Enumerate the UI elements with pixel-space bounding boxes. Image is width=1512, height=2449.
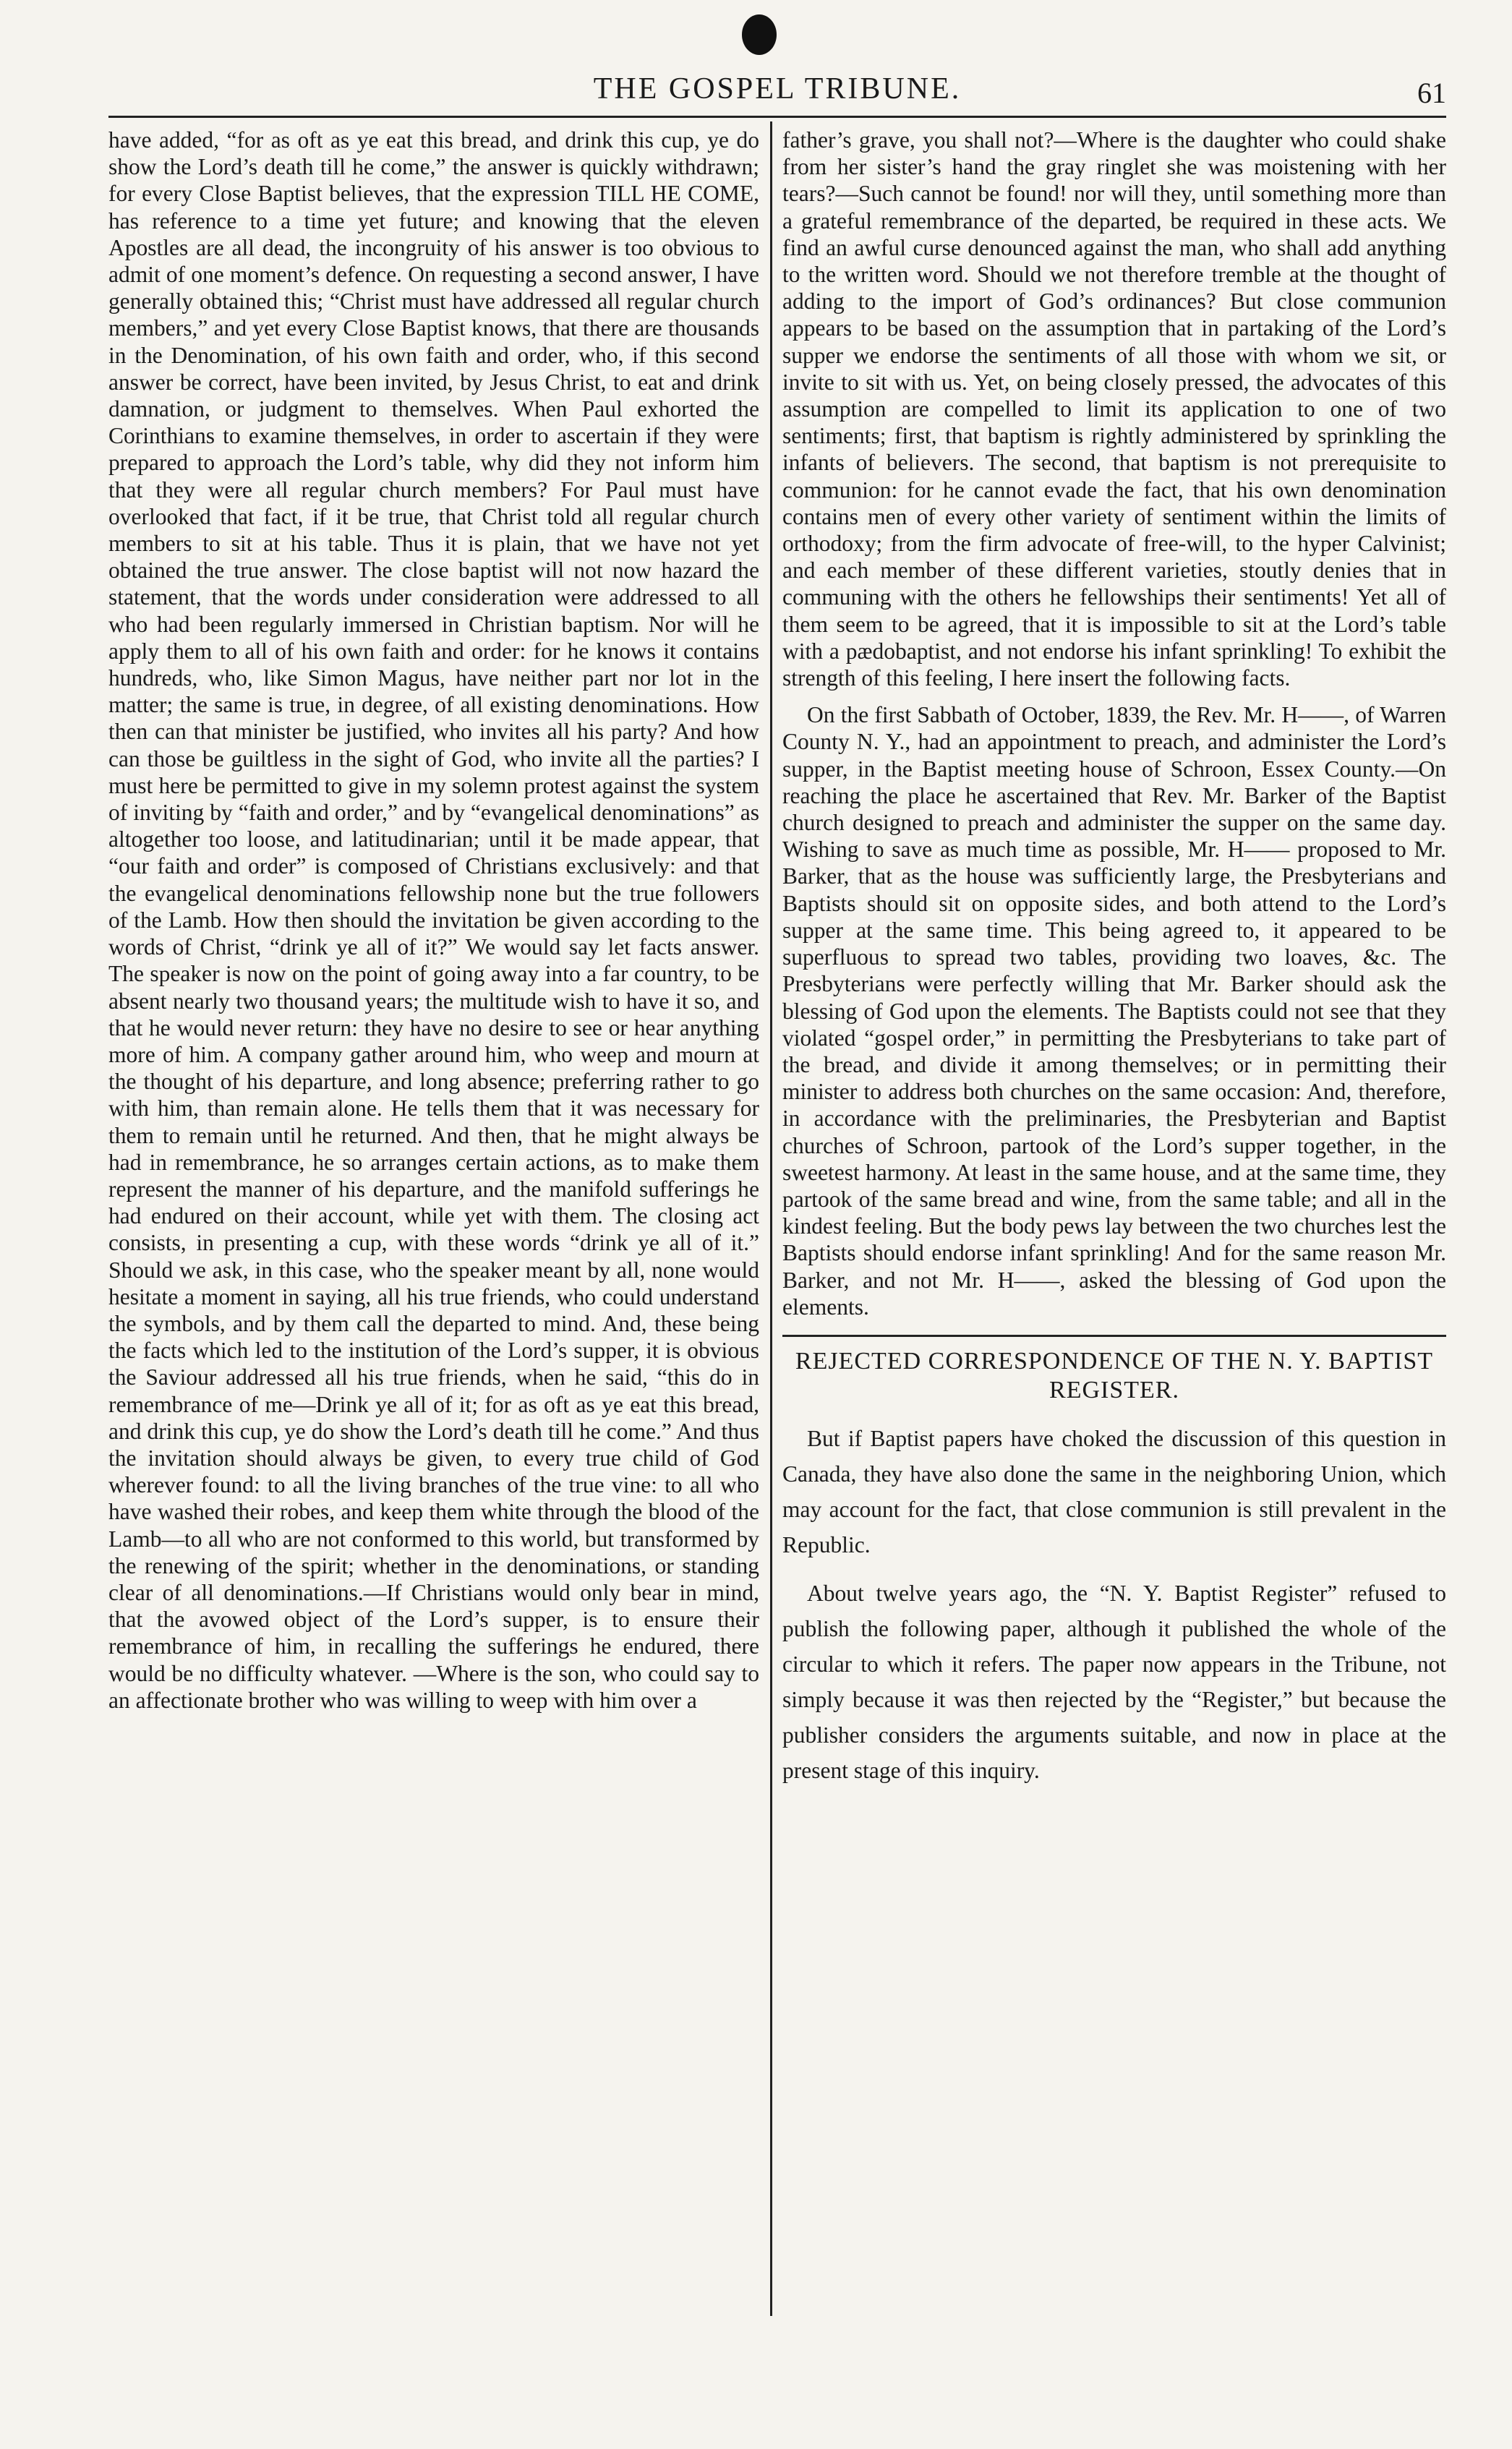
- section-rule: [782, 1335, 1446, 1337]
- right-paragraph-1: father’s grave, you shall not?—Where is the daughter who could shake from her sister’s hand the gray ringlet she was moistening with her tears?—Such cannot be found! nor will they, until something more than a grateful remembrance of the departed, be required in these acts. We find an awful curse denounced against the man, who shall add anything to the written word. Should we not therefore tremble at the thought of adding to the import of God’s ordinances? But close communion appears to be based on the assumption that in partaking of the Lord’s supper we endorse the sentiments of all those with whom we sit, or invite to sit with us. Yet, on being closely pressed, the advocates of this assumption are compelled to limit its application to one of two sentiments; first, that baptism is rightly administered by sprinkling the infants of believers. The second, that baptism is not prerequisite to communion: for he cannot evade the fact, that his own denomination contains men of every other variety of sentiment within the limits of orthodoxy; from the firm advocate of free-will, to the hyper Calvinist; and each member of these different varieties, stoutly denies that in communing with the others he fellowships their sentiments! Yet all of them seem to be agreed, that it is impossible to sit at the Lord’s table with a pædobaptist, and not endorse his infant sprinkling! To exhibit the strength of this feeling, I here insert the following facts.: [782, 127, 1446, 691]
- ink-blot: [742, 14, 777, 55]
- column-rule: [770, 121, 772, 2316]
- left-paragraph-1: have added, “for as oft as ye eat this bread, and drink this cup, ye do show the Lord’s death till he come,” the answer is quickly withdrawn; for every Close Baptist believes, that the expression TILL HE COME, has reference to a time yet future; and knowing that the eleven Apostles are all dead, the incongruity of his answer is too obvious to admit of one moment’s defence. On requesting a second answer, I have generally obtained this; “Christ must have addressed all regular church members,” and yet every Close Baptist knows, that there are thousands in the Denomination, of his own faith and order, who, if this second answer be correct, have been invited, by Jesus Christ, to eat and drink damnation, or judgment to themselves. When Paul exhorted the Corinthians to examine themselves, in order to ascertain if they were prepared to approach the Lord’s table, why did they not inform him that they were all regular church members? For Paul must have overlooked that fact, if it be true, that Christ told all regular church members to sit at his table. Thus it is plain, that we have not yet obtained the true answer. The close baptist will not now hazard the statement, that the words under consideration were addressed to all who had been regularly immersed in Christian baptism. Nor will he apply them to all of his own faith and order: for he knows it contains hundreds, who, like Simon Magus, have neither part nor lot in the matter; the same is true, in degree, of all existing denominations. How then can that minister be justified, who invites all his party? And how can those be guiltless in the sight of God, who invite all the parties? I must here be permitted to give in my solemn protest against the system of inviting by “faith and order,” and by “evangelical denominations” as altogether too loose, and latitudinarian; until it be made appear, that “our faith and order” is composed of Christians exclusively: and that the evangelical denominations fellowship none but the true followers of the Lamb. How then should the invitation be given according to the words of Christ, “drink ye all of it?” We would say let facts answer. The speaker is now on the point of going away into a far country, to be absent nearly two thousand years; the multitude wish to have it so, and that he would never return: they have no desire to see or hear anything more of him. A company gather around him, who weep and mourn at the thought of his departure, and long absence; preferring rather to go with him, than remain alone. He tells them that it was necessary for them to remain until he returned. And then, that he might always be had in remembrance, he so arranges certain actions, as to make them represent the manner of his departure, and the manifold sufferings he had endured on their account, while yet with them. The closing act consists, in presenting a cup, with these words “drink ye all of it.” Should we ask, in this case, who the speaker meant by all, none would hesitate a moment in saying, all his true friends, who could understand the symbols, and by them call the departed to mind. And, these being the facts which led to the institution of the Lord’s supper, it is obvious the Saviour addressed all his true friends, when he said, “this do in remembrance of me—Drink ye all of it; for as oft as ye eat this bread, and drink this cup, ye do show the Lord’s death till he come.” And thus the invitation should always be given, to every true child of God wherever found: to all the living branches of the true vine: to all who have washed their robes, and keep them white through the blood of the Lamb—to all who are not conformed to this world, but transformed by the renewing of the spirit; whether in the denominations, or standing clear of all denominations.—If Christians would only bear in mind, that the avowed object of the Lord’s supper, is to ensure their remembrance of him, in recalling the sufferings he endured, there would be no difficulty whatever. —Where is the son, who could say to an affectionate brother who was willing to weep with him over a: [108, 127, 759, 1713]
- right-paragraph-2: On the first Sabbath of October, 1839, the Rev. Mr. H——, of Warren County N. Y., had an appointment to preach, and administer the Lord’s supper, in the Baptist meeting house of Schroon, Essex County.—On reaching the place he ascertained that Rev. Mr. Barker of the Baptist church designed to preach and administer the supper on the same day. Wishing to save as much time as possible, Mr. H—— proposed to Mr. Barker, that as the house was sufficiently large, the Presbyterians and Baptists should sit on opposite sides, and both attend to the Lord’s supper at the same time. This being agreed to, it appeared to be superfluous to spread two tables, providing two loaves, &c. The Presbyterians were perfectly willing that Mr. Barker should ask the blessing of God upon the elements. The Baptists could not see that they violated “gospel order,” in permitting the Presbyterians to take part of the bread, and divide it among themselves; or in permitting their minister to address both churches on the same occasion: And, therefore, in accordance with the preliminaries, the Presbyterian and Baptist churches of Schroon, partook of the Lord’s supper together, in the sweetest harmony. At least in the same house, and at the same time, they partook of the same bread and wine, from the same table; and all in the kindest feeling. But the body pews lay between the two churches lest the Baptists should endorse infant sprinkling! And for the same reason Mr. Barker, and not Mr. H——, asked the blessing of God upon the elements.: [782, 702, 1446, 1320]
- left-column: [108, 127, 759, 1714]
- running-title: THE GOSPEL TRIBUNE.: [593, 72, 962, 106]
- page-header: [108, 69, 1446, 112]
- page-number: 61: [1417, 77, 1446, 109]
- right-paragraph-3: But if Baptist papers have choked the discussion of this question in Canada, they have also done the same in the neighboring Union, which may account for the fact, that close communion is still prevalent in the Republic.: [782, 1425, 1446, 1557]
- section-heading: REJECTED CORRESPONDENCE OF THE N. Y. BAPTIST REGISTER.: [795, 1347, 1434, 1403]
- right-column: [782, 127, 1446, 1788]
- right-paragraph-4: About twelve years ago, the “N. Y. Baptist Register” refused to publish the following paper, although it published the whole of the circular to which it refers. The paper now appears in the Tribune, not simply because it was then rejected by the “Register,” but because the publisher considers the arguments suitable, and now in place at the present stage of this inquiry.: [782, 1580, 1446, 1783]
- header-rule: [108, 116, 1446, 118]
